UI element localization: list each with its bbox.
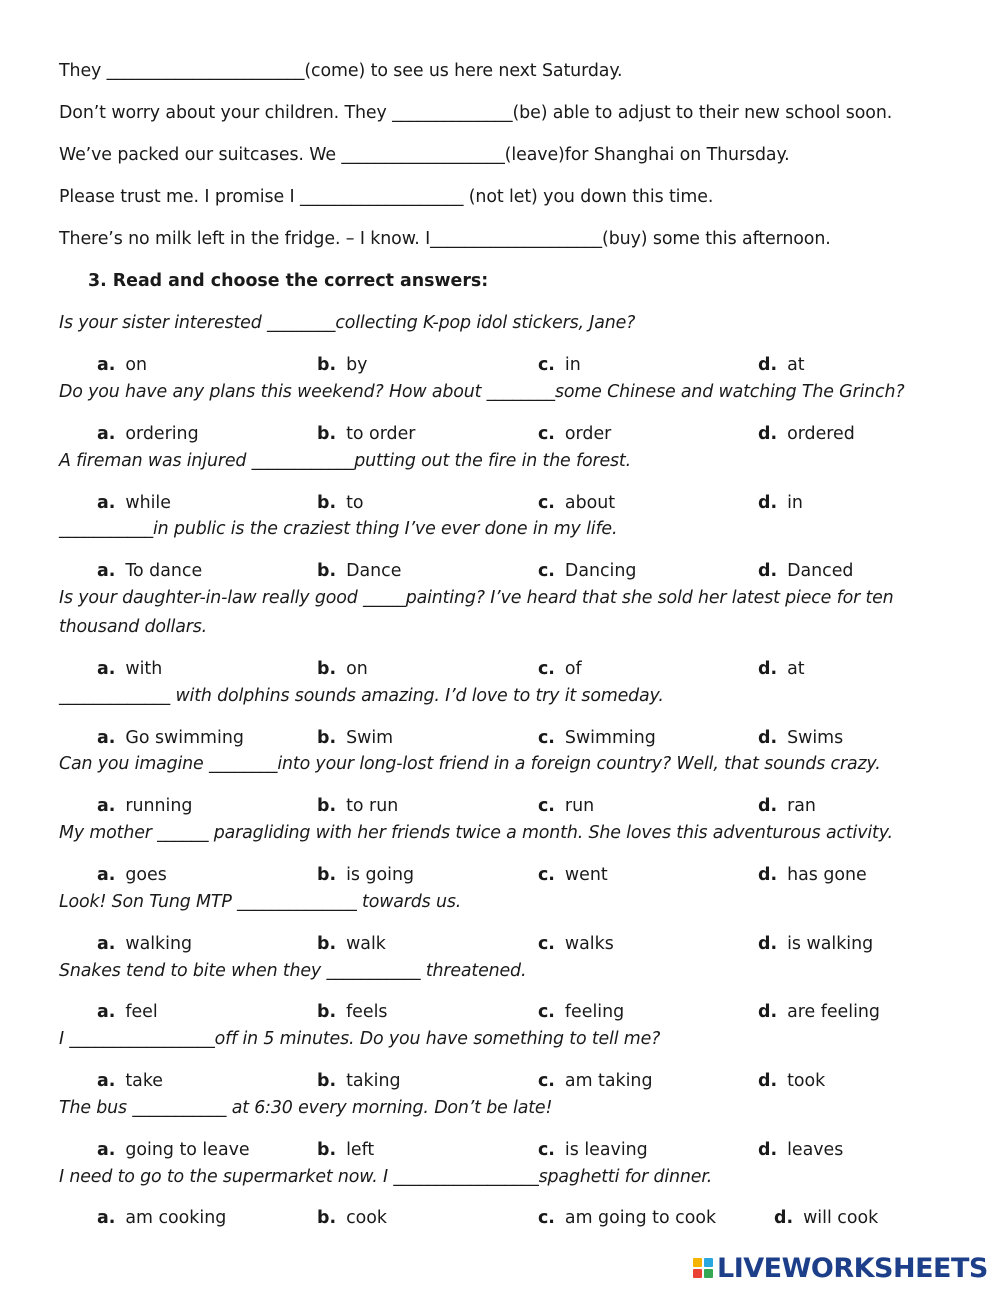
option-d[interactable]: d. leaves — [758, 1140, 844, 1160]
option-b[interactable]: b. on — [317, 659, 368, 679]
option-a[interactable]: a. goes — [97, 865, 167, 885]
fill-sentence-2: Don’t worry about your children. They ______________(be) able to adjust to their new school soon. — [59, 103, 893, 123]
option-a[interactable]: a. walking — [97, 934, 193, 954]
options-5 — [97, 659, 917, 683]
option-d[interactable]: d. in — [758, 493, 803, 513]
option-b[interactable]: b. by — [317, 355, 368, 375]
options-4 — [97, 561, 917, 585]
fill-sentence-5: There’s no milk left in the fridge. – I know. I____________________(buy) some this afternoon. — [59, 229, 831, 249]
option-b[interactable]: b. is going — [317, 865, 415, 885]
options-12 — [97, 1140, 917, 1164]
question-4: ___________in public is the craziest thing I’ve ever done in my life. — [59, 519, 618, 539]
option-c[interactable]: c. order — [538, 424, 612, 444]
question-7: Can you imagine ________into your long-lost friend in a foreign country? Well, that sounds crazy. — [59, 754, 881, 774]
option-b[interactable]: b. Swim — [317, 728, 394, 748]
option-c[interactable]: c. went — [538, 865, 608, 885]
option-c[interactable]: c. run — [538, 796, 595, 816]
option-b[interactable]: b. walk — [317, 934, 386, 954]
question-8: My mother ______ paragliding with her friends twice a month. She loves this adventurous activity. — [59, 823, 893, 843]
options-8 — [97, 865, 917, 889]
options-1 — [97, 355, 917, 379]
option-c[interactable]: c. am going to cook — [538, 1208, 717, 1228]
question-3: A fireman was injured ____________putting out the fire in the forest. — [59, 451, 631, 471]
question-12: The bus ___________ at 6:30 every morning. Don’t be late! — [59, 1098, 553, 1118]
option-d[interactable]: d. will cook — [774, 1208, 879, 1228]
option-c[interactable]: c. about — [538, 493, 616, 513]
options-7 — [97, 796, 917, 820]
option-d[interactable]: d. has gone — [758, 865, 867, 885]
options-13 — [97, 1208, 917, 1232]
option-a[interactable]: a. Go swimming — [97, 728, 244, 748]
option-d[interactable]: d. ordered — [758, 424, 855, 444]
logo-square-3 — [693, 1269, 702, 1278]
question-10: Snakes tend to bite when they ___________ threatened. — [59, 961, 527, 981]
option-b[interactable]: b. Dance — [317, 561, 402, 581]
option-a[interactable]: a. am cooking — [97, 1208, 227, 1228]
liveworksheets-logo-icon — [693, 1258, 713, 1278]
option-a[interactable]: a. take — [97, 1071, 163, 1091]
option-a[interactable]: a. ordering — [97, 424, 199, 444]
options-9 — [97, 934, 917, 958]
options-10 — [97, 1002, 917, 1026]
option-b[interactable]: b. to — [317, 493, 364, 513]
question-5: Is your daughter-in-law really good _____painting? I’ve heard that she sold her latest piece for ten thousand dollars. — [59, 588, 894, 637]
option-c[interactable]: c. Dancing — [538, 561, 637, 581]
option-a[interactable]: a. To dance — [97, 561, 203, 581]
option-b[interactable]: b. to order — [317, 424, 416, 444]
logo-square-2 — [704, 1258, 713, 1267]
option-c[interactable]: c. am taking — [538, 1071, 653, 1091]
question-11: I _________________off in 5 minutes. Do you have something to tell me? — [59, 1029, 661, 1049]
option-a[interactable]: a. running — [97, 796, 193, 816]
fill-sentence-4: Please trust me. I promise I ___________________ (not let) you down this time. — [59, 187, 714, 207]
section-3-heading: 3. Read and choose the correct answers: — [88, 271, 489, 291]
option-c[interactable]: c. in — [538, 355, 581, 375]
question-2: Do you have any plans this weekend? How about ________some Chinese and watching The Grinch? — [59, 382, 905, 402]
logo-text: LIVEWORKSHEETS — [717, 1252, 988, 1284]
fill-sentence-1: They _______________________(come) to see us here next Saturday. — [59, 61, 623, 81]
question-9: Look! Son Tung MTP ______________ towards us. — [59, 892, 462, 912]
logo-square-4 — [704, 1269, 713, 1278]
option-b[interactable]: b. left — [317, 1140, 375, 1160]
logo-square-1 — [693, 1258, 702, 1267]
option-d[interactable]: d. at — [758, 355, 805, 375]
option-d[interactable]: d. Swims — [758, 728, 844, 748]
option-d[interactable]: d. took — [758, 1071, 826, 1091]
option-c[interactable]: c. feeling — [538, 1002, 625, 1022]
options-11 — [97, 1071, 917, 1095]
option-b[interactable]: b. taking — [317, 1071, 401, 1091]
option-c[interactable]: c. walks — [538, 934, 614, 954]
options-6 — [97, 728, 917, 752]
option-b[interactable]: b. to run — [317, 796, 399, 816]
option-c[interactable]: c. Swimming — [538, 728, 656, 748]
options-3 — [97, 493, 917, 517]
fill-sentence-3: We’ve packed our suitcases. We ___________________(leave)for Shanghai on Thursday. — [59, 145, 790, 165]
option-c[interactable]: c. of — [538, 659, 582, 679]
option-a[interactable]: a. feel — [97, 1002, 158, 1022]
option-d[interactable]: d. are feeling — [758, 1002, 880, 1022]
question-6: _____________ with dolphins sounds amazing. I’d love to try it someday. — [59, 686, 664, 706]
liveworksheets-logo — [693, 1253, 988, 1283]
option-d[interactable]: d. ran — [758, 796, 816, 816]
option-d[interactable]: d. Danced — [758, 561, 854, 581]
option-d[interactable]: d. at — [758, 659, 805, 679]
option-b[interactable]: b. cook — [317, 1208, 387, 1228]
option-d[interactable]: d. is walking — [758, 934, 874, 954]
question-13: I need to go to the supermarket now. I _________________spaghetti for dinner. — [59, 1167, 713, 1187]
option-c[interactable]: c. is leaving — [538, 1140, 648, 1160]
option-a[interactable]: a. going to leave — [97, 1140, 250, 1160]
option-a[interactable]: a. with — [97, 659, 163, 679]
question-1: Is your sister interested ________collecting K-pop idol stickers, Jane? — [59, 313, 636, 333]
option-a[interactable]: a. while — [97, 493, 171, 513]
option-b[interactable]: b. feels — [317, 1002, 388, 1022]
options-2 — [97, 424, 917, 448]
option-a[interactable]: a. on — [97, 355, 148, 375]
